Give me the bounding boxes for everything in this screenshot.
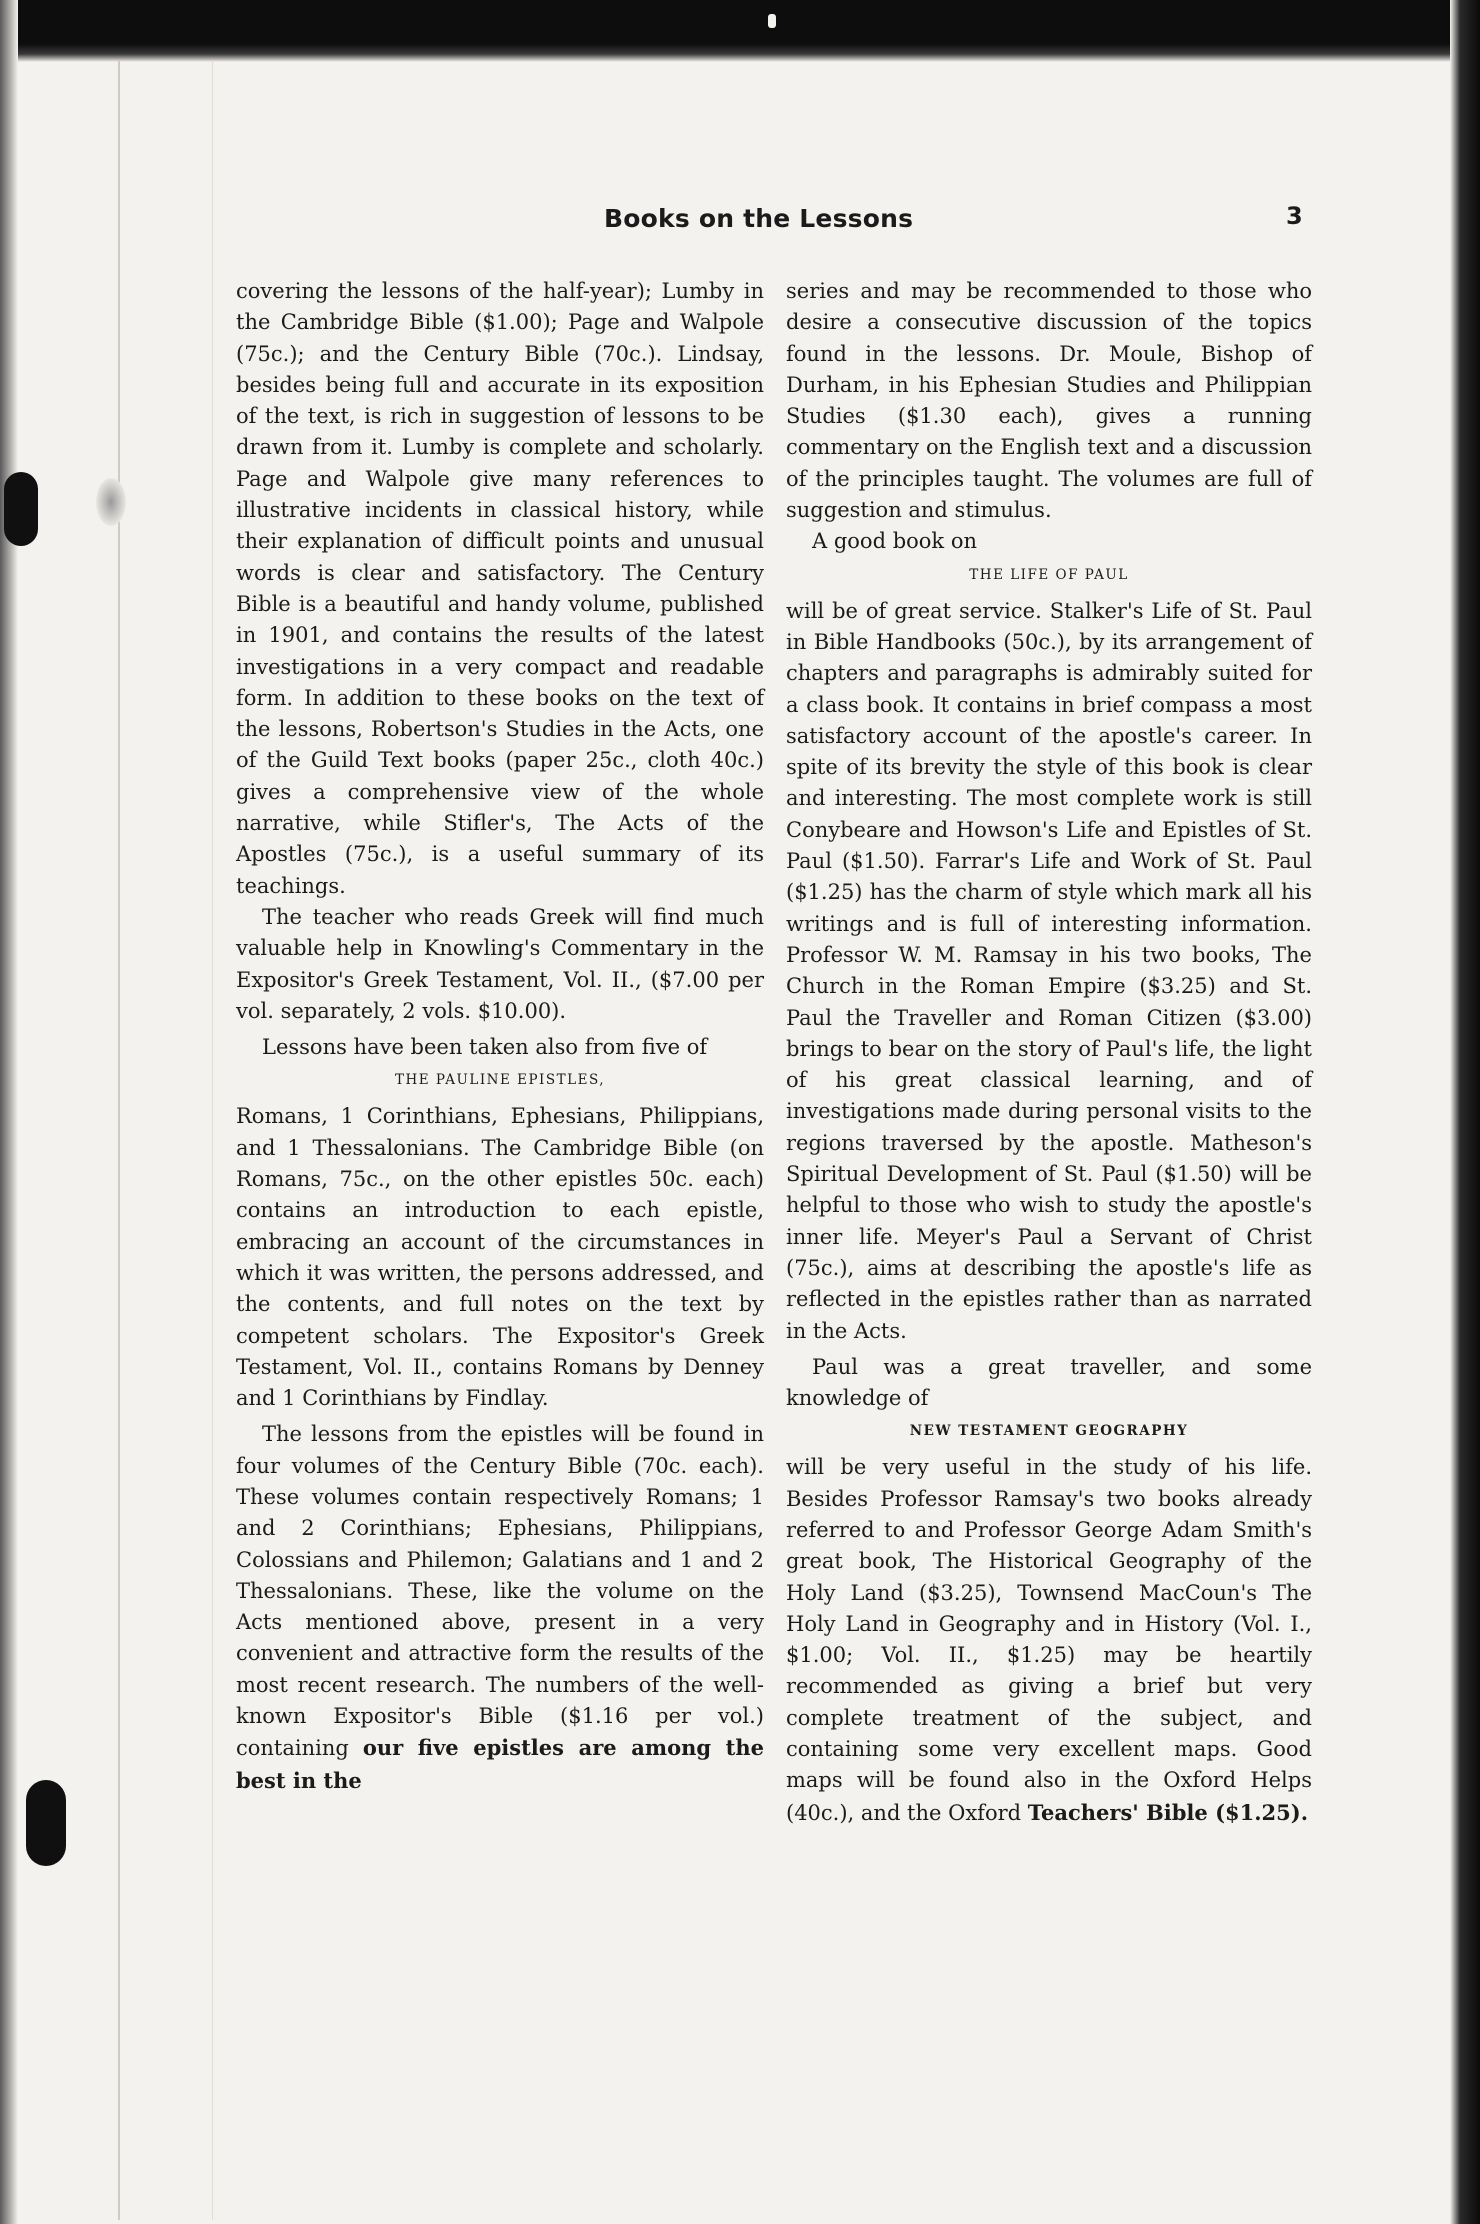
page-number: 3 (1286, 202, 1303, 230)
paragraph: A good book on (812, 529, 977, 554)
left-column (236, 276, 764, 1797)
right-column (786, 276, 1312, 1829)
scan-mark (768, 14, 776, 28)
page-fold-line (212, 60, 213, 2220)
section-heading: NEW TESTAMENT GEOGRAPHY (909, 1423, 1189, 1440)
section-heading: THE PAULINE EPISTLES, (394, 1072, 606, 1089)
paragraph: Romans, 1 Corinthians, Ephesians, Philippians, and 1 Thessalonians. The Cambridge Bible (on Romans, 75c., on the other epistles 50c. each) contains an introduction to each epistle, embracing an account of the circumstances in which it was written, the persons addressed, and the contents, and full notes on the text by competent scholars. The Expositor's Greek Testament, Vol. II., contains Romans by Denney and 1 Corinthians by Findlay. (236, 1104, 764, 1411)
scan-right-border (1450, 0, 1480, 2224)
bold-text: Teachers' Bible ($1.25). (1027, 1799, 1309, 1825)
paragraph-text: will be very useful in the study of his life. Besides Professor Ramsay's two books already referred to and Professor George Adam Smith's great book, The Historical Geography of the Holy Land ($3.25), Townsend MacCoun's The Holy Land in Geography and in History (Vol. I., $1.00; Vol. II., $1.25) may be heartily recommended as giving a brief but very complete treatment of the subject, and containing some very excellent maps. Good maps will be found also in the Oxford Helps (40c.), and the Oxford (786, 1455, 1312, 1825)
punch-hole (4, 472, 38, 546)
paragraph-text: The lessons from the epistles will be found in four volumes of the Century Bible (70c. each). These volumes contain respectively Romans; 1 and 2 Corinthians; Ephesians, Philippians, Colossians and Philemon; Galatians and 1 and 2 Thessalonians. These, like the volume on the Acts mentioned above, present in a very convenient and attractive form the results of the most recent research. The numbers of the well-known Expositor's Bible ($1.16 per vol.) containing (236, 1422, 764, 1761)
paragraph: The teacher who reads Greek will find much valuable help in Knowling's Commentary in the Expositor's Greek Testament, Vol. II., ($7.00 per vol. separately, 2 vols. $10.00). (236, 904, 764, 1023)
page-fold-line (118, 60, 120, 2220)
paragraph: covering the lessons of the half-year); Lumby in the Cambridge Bible ($1.00); Page and Walpole (75c.); and the Century Bible (70c.). Lindsay, besides being full and accurate in its exposition of the text, is rich in suggestion of lessons to be drawn from it. Lumby is complete and scholarly. Page and Walpole give many references to illustrative incidents in classical history, while their explanation of difficult points and unusual words is clear and satisfactory. The Century Bible is a beautiful and handy volume, published in 1901, and contains the results of the latest investigations in a very compact and readable form. In addition to these books on the text of the lessons, Robertson's Studies in the Acts, one of the Guild Text books (paper 25c., cloth 40c.) gives a comprehensive view of the whole narrative, while Stifler's, The Acts of the Apostles (75c.), is a useful summary of its teachings. (236, 279, 764, 898)
paragraph (236, 1419, 764, 1797)
paragraph: Lessons have been taken also from five of (262, 1035, 708, 1060)
paragraph: will be of great service. Stalker's Life of St. Paul in Bible Handbooks (50c.), by its arrangement of chapters and paragraphs is admirably suited for a class book. It contains in brief compass a most satisfactory account of the apostle's career. In spite of its brevity the style of this book is clear and interesting. The most complete work is still Conybeare and Howson's Life and Epistles of St. Paul ($1.50). Farrar's Life and Work of St. Paul ($1.25) has the charm of style which mark all his writings and is full of interesting information. Professor W. M. Ramsay in his two books, The Church in the Roman Empire ($3.25) and St. Paul the Traveller and Roman Citizen ($3.00) brings to bear on the story of Paul's life, the light of his great classical learning, and of investigations made during personal visits to the regions traversed by the apostle. Matheson's Spiritual Development of St. Paul ($1.50) will be helpful to those who wish to study the apostle's inner life. Meyer's Paul a Servant of Christ (75c.), aims at describing the apostle's life as reflected in the epistles rather than as narrated in the Acts. (786, 598, 1312, 1343)
scan-smudge (96, 478, 126, 526)
scan-left-edge (0, 0, 18, 2224)
punch-hole (26, 1780, 66, 1866)
running-title: Books on the Lessons (604, 204, 914, 233)
paragraph: series and may be recommended to those who desire a consecutive discussion of the topics found in the lessons. Dr. Moule, Bishop of Durham, in his Ephesian Studies and Philippian Studies ($1.30 each), gives a running commentary on the English text and a discussion of the principles taught. The volumes are full of suggestion and stimulus. (786, 279, 1312, 523)
page-header (0, 204, 1480, 244)
section-heading: THE LIFE OF PAUL (969, 566, 1129, 583)
paragraph (786, 1452, 1312, 1829)
bold-text: our five epistles are among the best in the (236, 1735, 764, 1793)
scan-top-border (0, 0, 1480, 62)
paragraph: Paul was a great traveller, and some knowledge of (786, 1354, 1312, 1411)
